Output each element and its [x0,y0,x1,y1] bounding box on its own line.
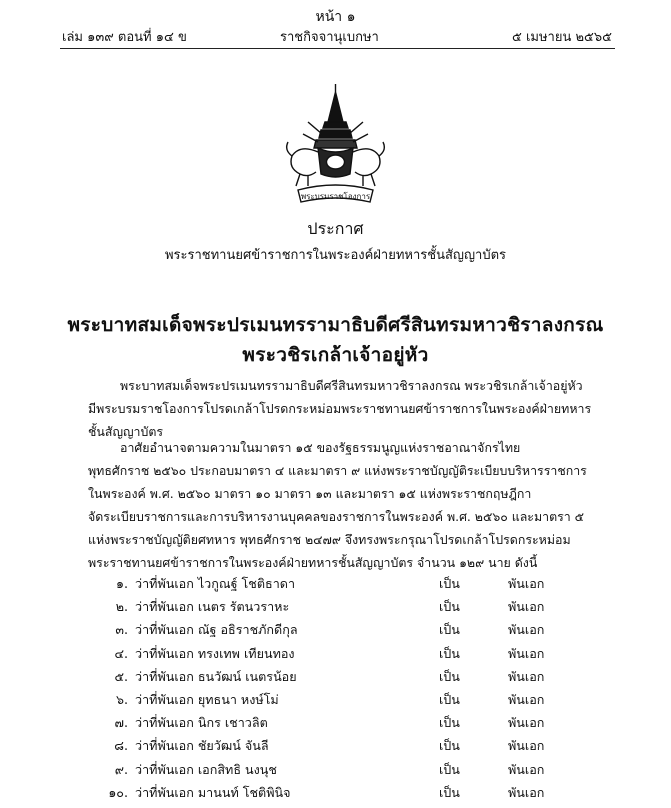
list-item [100,783,570,806]
rank: พันเอก [508,761,545,777]
rank: พันเอก [508,668,545,684]
paragraph-line: ในพระองค์ พ.ศ. ๒๕๖๐ มาตรา ๑๐ มาตรา ๑๓ และมาตรา ๑๕ แห่งพระราชกฤษฎีกา [88,486,532,501]
item-number: ๕. [114,668,128,684]
as-label: เป็น [439,738,460,754]
announcement-title: ประกาศ [307,219,364,238]
rank: พันเอก [508,576,545,591]
paragraph-line: อาศัยอำนาจตามความในมาตรา ๑๕ ของรัฐธรรมนูญแห่งราชอาณาจักรไทย [120,440,521,455]
rank: พันเอก [508,599,545,615]
paragraph-line: พุทธศักราช ๒๕๖๐ ประกอบมาตรา ๔ และมาตรา ๙ แห่งพระราชบัญญัติระเบียบบริหารราชการ [88,463,587,478]
announcement-subtitle: พระราชทานยศข้าราชการในพระองค์ฝ่ายทหารชั้นสัญญาบัตร [164,248,507,263]
rank: พันเอก [508,645,545,661]
king-title-line-2: พระวชิรเกล้าเจ้าอยู่หัว [242,344,429,366]
item-number: ๓. [115,622,128,638]
as-label: เป็น [439,784,460,800]
officer-name: ว่าที่พันเอก ชัยวัฒน์ จันลี [135,738,269,754]
list-item [100,667,570,690]
officer-name: ว่าที่พันเอก เอกสิทธิ นงนุช [135,761,277,777]
rank: พันเอก [508,715,545,731]
as-label: เป็น [439,691,460,707]
rank: พันเอก [508,691,545,707]
page-number: หน้า ๑ [315,9,356,25]
as-label: เป็น [439,715,460,731]
gazette-header [62,26,612,44]
officer-name: ว่าที่พันเอก ธนวัฒน์ เนตรน้อย [135,668,297,684]
publication-date: ๕ เมษายน ๒๕๖๕ [512,30,612,45]
list-item [100,713,570,736]
item-number: ๔. [114,645,128,661]
item-number: ๑. [116,576,128,591]
officer-name: ว่าที่พันเอก มานนท์ โชติพินิจ [135,784,291,800]
list-item [100,690,570,713]
rank: พันเอก [508,738,545,754]
paragraph-line: จัดระเบียบราชการและการบริหารงานบุคคลของราชการในพระองค์ พ.ศ. ๒๕๖๐ และมาตรา ๕ [88,509,585,524]
emblem-ribbon-text: พระบรมราชโองการ [300,192,371,201]
item-number: ๙. [114,761,128,777]
item-number: ๘. [114,738,128,754]
appointment-list [100,574,570,806]
king-title-line-1: พระบาทสมเด็จพระปรเมนทรรามาธิบดีศรีสินทรมหาวชิราลงกรณ [67,314,604,336]
officer-name: ว่าที่พันเอก ทรงเทพ เทียนทอง [135,645,295,661]
as-label: เป็น [439,576,460,591]
paragraph-line: มีพระบรมราชโองการโปรดเกล้าโปรดกระหม่อมพระราชทานยศข้าราชการในพระองค์ฝ่ายทหาร [88,401,592,416]
paragraph-line: พระบาทสมเด็จพระปรเมนทรรามาธิบดีศรีสินทรมหาวชิราลงกรณ พระวชิรเกล้าเจ้าอยู่หัว [120,378,583,393]
as-label: เป็น [439,622,460,638]
paragraph-legal-basis [88,436,608,574]
royal-seal-emblem-icon [278,82,393,207]
officer-name: ว่าที่พันเอก ณัฐ อธิราชภักดีกุล [135,622,298,638]
as-label: เป็น [439,645,460,661]
gazette-name: ราชกิจจานุเบกษา [280,30,379,45]
as-label: เป็น [439,668,460,684]
officer-name: ว่าที่พันเอก นิกร เชาวลิต [135,715,268,731]
header-rule [60,48,615,49]
item-number: ๑๐. [108,784,128,800]
rank: พันเอก [508,784,545,800]
paragraph-line: แห่งพระราชบัญญัติยศทหาร พุทธศักราช ๒๔๗๙ จึงทรงพระกรุณาโปรดเกล้าโปรดกระหม่อม [88,532,571,547]
list-item [100,736,570,759]
as-label: เป็น [439,761,460,777]
officer-name: ว่าที่พันเอก ไวกูณฐ์ โชติธาดา [135,576,296,591]
list-item [100,620,570,643]
paragraph-royal-command [88,374,608,443]
item-number: ๗. [114,715,128,731]
officer-name: ว่าที่พันเอก ยุทธนา หงษ์โม่ [135,691,279,707]
item-number: ๖. [116,691,128,707]
paragraph-line: พระราชทานยศข้าราชการในพระองค์ฝ่ายทหารชั้นสัญญาบัตร จำนวน ๑๒๙ นาย ดังนี้ [88,555,538,570]
list-item [100,644,570,667]
volume-issue: เล่ม ๑๓๙ ตอนที่ ๑๔ ข [62,30,187,45]
item-number: ๒. [115,599,128,615]
list-item [100,597,570,620]
list-item [100,574,570,597]
list-item [100,760,570,783]
as-label: เป็น [439,599,460,615]
officer-name: ว่าที่พันเอก เนตร รัตนวราหะ [135,599,290,615]
paragraph-line: ชั้นสัญญาบัตร [88,424,164,439]
rank: พันเอก [508,622,545,638]
